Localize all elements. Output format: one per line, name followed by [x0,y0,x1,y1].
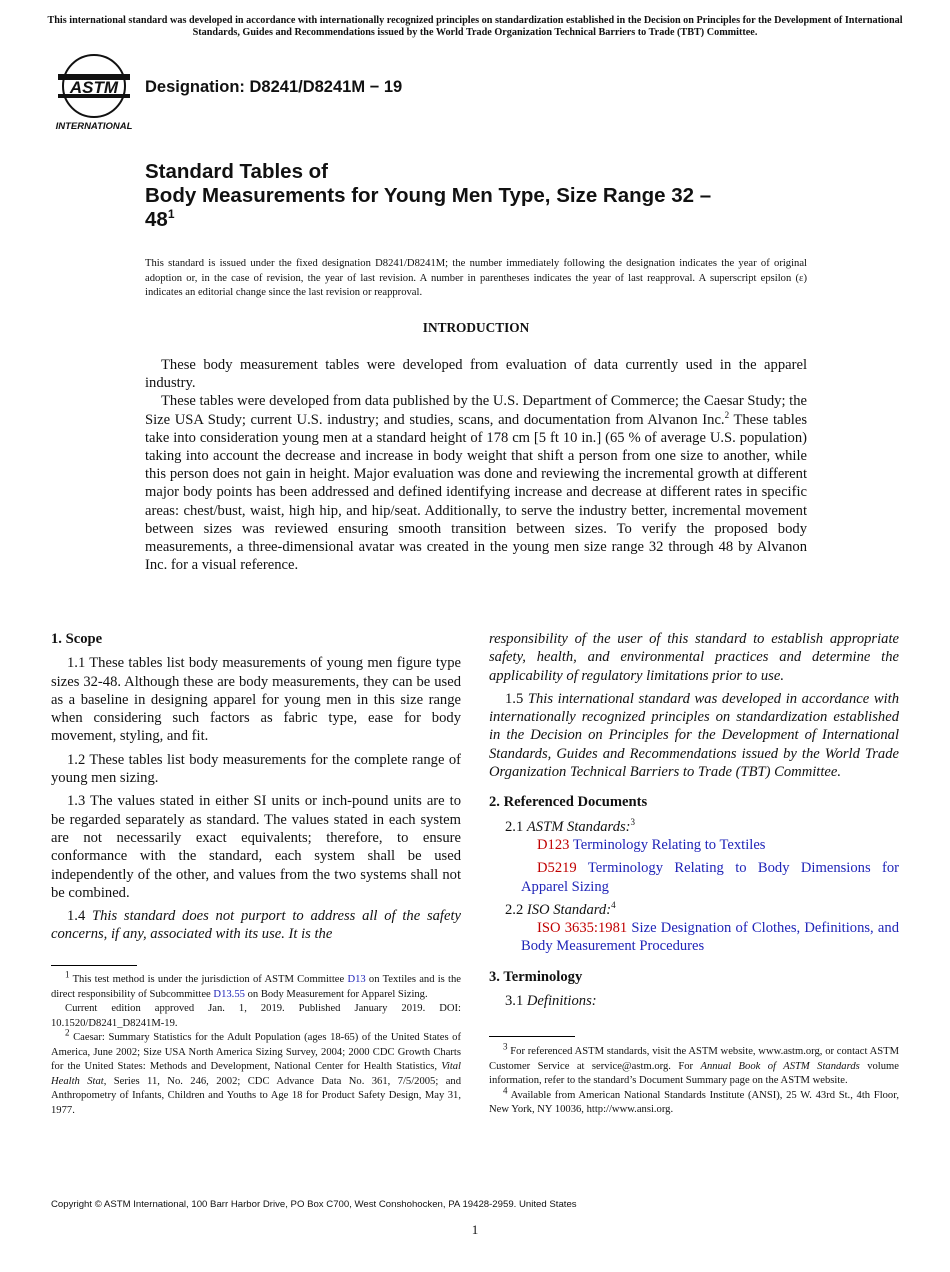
reference-d5219[interactable]: D5219 Terminology Relating to Body Dimensions for Apparel Sizing [521,860,899,895]
copyright: Copyright © ASTM International, 100 Barr Harbor Drive, PO Box C700, West Conshohocken, PA 19428-2959. United States [51,1199,577,1210]
reference-d123[interactable]: D123 Terminology Relating to Textiles [537,836,766,853]
link-d13-55[interactable]: D13.55 [213,988,245,1000]
introduction-heading: INTRODUCTION [422,320,530,335]
logo-subtext: INTERNATIONAL [55,121,133,132]
footnote-2: $^2$ Caesar: Summary Statistics for the Adult Population (ages 18-65) of the United States of America, June 2002; Size USA North America Sizing Survey, 2004; 2000 CDC Growth Charts for the United States: Methods and Development, National Center for Health Statistics, Vital Health Stat, Series 11, No. 246, 2002; CDC Advance Data No. 361, 7/5/2005; and Anthropometry of Infants, Children and Youths to Age 18 for Product Safety Design, May 31, 1977. [51,1027,461,1116]
footnote-divider-left [51,965,137,966]
left-column [51,630,461,949]
para-3-1: 3.1 Definitions: [505,993,597,1010]
designation: Designation: D8241/D8241M − 19 [145,78,403,96]
title-line-3: $48^1$ [145,207,175,231]
para-1-1: 1.1 These tables list body measurements of young men figure type sizes 32-48. Although these are body measurements, they can be used as a baseline in designing apparel for young men in this size range when considering such factors as fabric type, ease for body movement, styling, and fit. [51,655,461,745]
page-title [145,160,825,232]
footnote-1: $^1$ This test method is under the jurisdiction of ASTM Committee D13 on Textiles and is the direct responsibility of Subcommittee D13.55 on Body Measurement for Apparel Sizing. [51,969,461,1000]
logo-text: ASTM [69,78,119,97]
footnote-divider-right [489,1036,575,1037]
title-line-2: Body Measurements for Young Men Type, Size Range 32 – [145,184,712,207]
section-terminology-heading: 3. Terminology [489,968,583,985]
link-d13[interactable]: D13 [347,974,366,985]
astm-logo [54,54,134,134]
para-1-2: 1.2 These tables list body measurements for the complete range of young men sizing. [51,751,461,787]
issued-note: This standard is issued under the fixed designation D8241/D8241M; the number immediately following the designation indicates the year of original adoption or, in the case of revision, the year of last revision. A number in parentheses indicates the year of last reapproval. A superscript epsilon (ε) indicates an editorial change since the last revision or reapproval. [145,258,807,298]
para-1-5: 1.5 This international standard was developed in accordance with internationally recognized principles on standardization established in the Decision on Principles for the Development of International Standards, Guides and Recommendations issued by the World Trade Organization Technical Barriers to Trade (TBT) Committee. [489,690,900,781]
introduction [145,356,807,574]
footnote-1-edition: Current edition approved Jan. 1, 2019. Published January 2019. DOI: 10.1520/D8241_D8241M-19. [51,1003,461,1029]
wto-notice: This international standard was developed in accordance with internationally recognized principles on standardization established in the Decision on Principles for the Development of International Standards, Guides and Recommendations issued by the World Trade Organization Technical Barriers to Trade (TBT) Committee. [47,15,903,38]
title-line-1: Standard Tables of [145,160,329,183]
intro-paragraph-1: These body measurement tables were developed from evaluation of data currently used in the apparel industry. [145,357,807,392]
para-1-3: 1.3 The values stated in either SI units or inch-pound units are to be regarded separately as standard. The values stated in each system are not necessarily exact equivalents; therefore, to ensure conformance with the standard, each system shall be used independently of the other, and values from the two systems shall not be combined. [51,793,461,901]
footnotes-left [51,969,461,1118]
right-column [489,630,899,1015]
footnote-3: $^3$ For referenced ASTM standards, visit the ASTM website, www.astm.org, or contact ASTM Customer Service at service@astm.org. For Annual Book of ASTM Standards volume information, refer to the standard’s Document Summary page on the ASTM website. [489,1041,899,1086]
para-1-4: 1.4 This standard does not purport to address all of the safety concerns, if any, associated with its use. It is the [51,908,461,943]
section-referenced-heading: 2. Referenced Documents [489,794,648,811]
intro-paragraph-2: These tables were developed from data published by the U.S. Department of Commerce; the Caesar Study; the Size USA Study; current U.S. industry; and studies, scans, and documentation from Alvanon Inc.$^2$ These tables take into consideration young men at a standard height of 178 cm [5 ft 10 in.] (65 % of average U.S. population) taking into account the decrease and increase in body weight that shift a person from one size to another, while this person does not gain in height. Major evaluation was done and reviewing the incremental growth at different major body points has been addressed and defined identifying increase and decrease at different rates in specific areas: chest/bust, waist, high hip, and hip/seat. Additionally, to serve the industry better, incremental movement between sizes was reviewed ensuring smooth transition between sizes. To verify the proposed body measurements, a three-dimensional avatar was created in the young men size range 32 through 48 by Alvanon Inc. for a visual reference. [145,393,808,574]
iso-standard-label: 2.2 ISO Standard:$^4$ [505,900,616,918]
page-number: 1 [471,1222,479,1237]
astm-logo-icon [54,54,134,134]
para-1-4-continued: responsibility of the user of this standard to establish appropriate safety, health, and environmental practices and determine the applicability of regulatory limitations prior to use. [489,631,899,684]
footnote-mark-3[interactable]: 3 [630,816,636,827]
astm-standards-label: 2.1 ASTM Standards:$^3$ [505,816,636,835]
footnotes-right [489,1041,899,1118]
footnote-mark-2[interactable]: 2 [724,409,730,420]
footnote-mark-4[interactable]: 4 [611,900,616,910]
footnote-4: $^4$ Available from American National Standards Institute (ANSI), 25 W. 43rd St., 4th Floor, New York, NY 10036, http://www.ansi.org. [489,1084,899,1115]
section-scope-heading: 1. Scope [51,631,103,647]
reference-iso-3635[interactable]: ISO 3635:1981 Size Designation of Clothes, Definitions, and Body Measurement Procedures [521,920,899,955]
title-footnote-mark[interactable]: 1 [167,207,175,222]
